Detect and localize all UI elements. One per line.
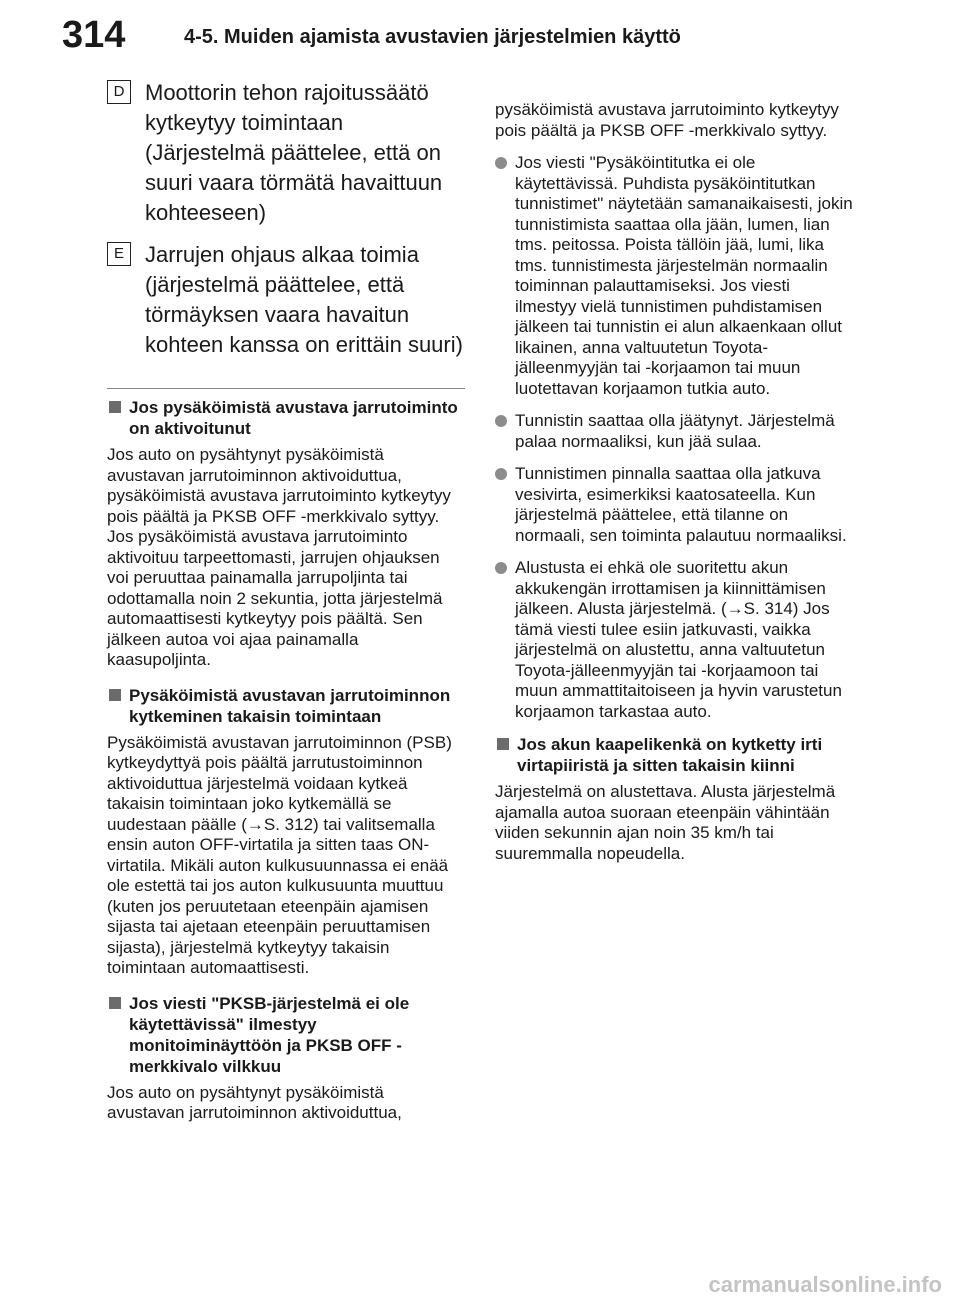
section-heading xyxy=(107,685,465,727)
page-header xyxy=(0,0,960,72)
square-bullet-icon xyxy=(109,689,121,701)
section-battery-cable xyxy=(495,734,855,864)
list-item-text: Jos viesti "Pysäköintitutka ei ole käytettävissä. Puhdista pysäköintitutkan tunnistimet" näytetään samanaikaisesti, jokin tunnistimista saattaa olla jään, lumen, lian tms. peitossa. Poista tällöin jää, lumi, lika tms. tunnistimesta järjestelmän normaalin toiminnan palauttamiseksi. Jos viesti ilmestyy vielä tunnistimen puhdistamisen jälkeen tai tunnistin ei alun alkaenkaan ollut likainen, anna valtuutetun Toyota-jälleenmyyjän tai -korjaamon tai muun luotettavan korjaamon tutkia auto. xyxy=(515,153,853,398)
circle-bullet-icon xyxy=(495,562,507,574)
list-item xyxy=(495,153,855,399)
section-heading-text: Jos akun kaapelikenkä on kytketty irti virtapiiristä ja sitten takaisin kiinni xyxy=(517,735,823,775)
section-pksb-reactivate xyxy=(107,685,465,979)
step-d xyxy=(107,78,465,228)
step-marker-e: E xyxy=(107,242,131,266)
square-bullet-icon xyxy=(109,401,121,413)
section-heading xyxy=(107,993,465,1077)
square-bullet-icon xyxy=(497,738,509,750)
section-body: Järjestelmä on alustettava. Alusta järjestelmä ajamalla autoa suoraan eteenpäin vähintään viiden sekunnin ajan noin 35 km/h tai suuremmalla nopeudella. xyxy=(495,782,836,863)
right-column xyxy=(495,100,855,878)
list-item xyxy=(495,464,855,546)
watermark: carmanualsonline.info xyxy=(708,1272,942,1297)
section-heading-text: Jos viesti "PKSB-järjestelmä ei ole käytettävissä" ilmestyy monitoiminäyttöön ja PKSB OFF -merkkivalo vilkkuu xyxy=(129,993,410,1076)
section-divider xyxy=(107,388,465,389)
section-heading xyxy=(495,734,855,776)
section-pksb-unavailable xyxy=(107,993,465,1124)
continuation-text: pysäköimistä avustava jarrutoiminto kytkeytyy pois päältä ja PKSB OFF -merkkivalo syttyy. xyxy=(495,100,839,140)
step-marker-d: D xyxy=(107,80,131,104)
circle-bullet-icon xyxy=(495,468,507,480)
list-item-text: Tunnistin saattaa olla jäätynyt. Järjestelmä palaa normaaliksi, kun jää sulaa. xyxy=(515,411,835,451)
section-body: Pysäköimistä avustavan jarrutoiminnon (PSB) kytkeydyttyä pois päältä jarrutustoiminnon aktivoiduttua järjestelmä voidaan kytkeä takaisin toimintaan joko kytkemällä se uudestaan päälle (→S. 312) tai valitsemalla ensin auton OFF-virtatila ja sitten taas ON-virtatila. Mikäli auton kulkusuunnassa ei enää ole estettä tai jos auton kulkusuunta muuttuu (kuten jos peruutetaan eteenpäin ajamisen sijasta tai ajetaan eteenpäin peruuttamisen sijasta), järjestelmä kytkeytyy takaisin toimintaan automaattisesti. xyxy=(107,732,452,977)
list-item xyxy=(495,411,855,452)
square-bullet-icon xyxy=(109,997,121,1009)
section-body: Jos auto on pysähtynyt pysäköimistä avustavan jarrutoiminnon aktivoiduttua, xyxy=(107,1082,402,1122)
section-pksb-activated xyxy=(107,397,465,671)
left-column xyxy=(107,78,465,1138)
page-number: 314 xyxy=(62,14,126,56)
list-item-text: Alustusta ei ehkä ole suoritettu akun akkukengän irrottamisen ja kiinnittämisen jälkeen. Alusta järjestelmä. (→S. 314) Jos tämä viesti tulee esiin jatkuvasti, vaikka järjestelmä on alustettu, anna valtuutetun Toyota-jälleenmyyjän tai -korjaamoon tai muun ammattitaitoiseen ja hyvin varustetun korjaamon tarkastaa auto. xyxy=(515,558,842,721)
section-heading-text: Pysäköimistä avustavan jarrutoiminnon kytkeminen takaisin toimintaan xyxy=(129,685,451,726)
section-body: Jos auto on pysähtynyt pysäköimistä avustavan jarrutoiminnon aktivoiduttua, pysäköimistä avustava jarrutoiminto kytkeytyy pois päältä ja PKSB OFF -merkkivalo syttyy. Jos pysäköimistä avustava jarrutoiminto aktivoituu tarpeettomasti, jarrujen ohjauksen voi peruuttaa painamalla jarrupoljinta tai odottamalla noin 2 sekuntia, jotta järjestelmä automaattisesti kytkeytyy pois päältä. Sen jälkeen autoa voi ajaa painamalla kaasupoljinta. xyxy=(107,445,451,669)
circle-bullet-icon xyxy=(495,157,507,169)
circle-bullet-icon xyxy=(495,415,507,427)
list-item xyxy=(495,558,855,722)
step-e xyxy=(107,240,465,360)
section-heading-text: Jos pysäköimistä avustava jarrutoiminto on aktivoitunut xyxy=(129,398,458,438)
chapter-title: 4-5. Muiden ajamista avustavien järjestelmien käyttö xyxy=(184,26,681,48)
section-heading xyxy=(107,397,465,439)
step-text-d: Moottorin tehon rajoitussäätö kytkeytyy toimintaan (Järjestelmä päättelee, että on suuri vaara törmätä havaittuun kohteeseen) xyxy=(145,80,443,225)
list-item-text: Tunnistimen pinnalla saattaa olla jatkuva vesivirta, esimerkiksi kaatosateella. Kun järjestelmä päättelee, että tilanne on normaali, sen toiminta palautuu normaaliksi. xyxy=(515,464,847,545)
step-text-e: Jarrujen ohjaus alkaa toimia (järjestelmä päättelee, että törmäyksen vaara havaitun kohteen kanssa on erittäin suuri) xyxy=(145,242,463,357)
